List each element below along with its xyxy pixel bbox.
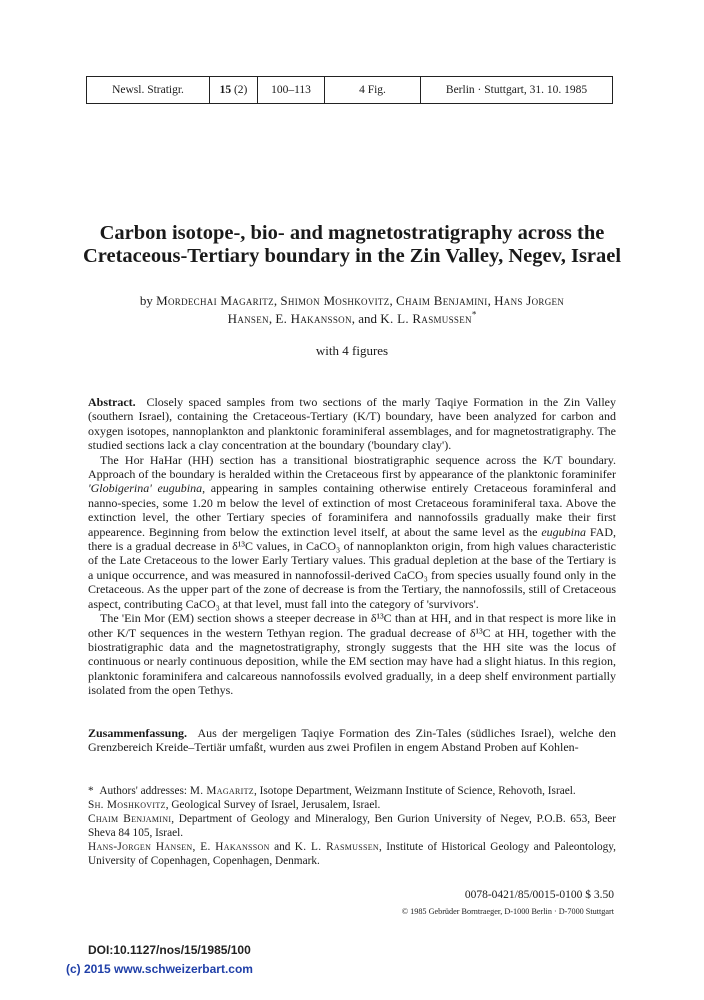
author-list: by Mordechai Magaritz, Shimon Moshkovitz, Chaim Benjamini, Hans Jorgen Hansen, E. Hakansson, and K. L. Rasmussen*: [139, 293, 565, 326]
footnote-4-text: , Institute of Historical Geology and Paleontology, University of Copenhagen, Copenhagen, Denmark.: [88, 841, 616, 867]
title-line-2: Cretaceous-Tertiary boundary in the Zin Valley, Negev, Israel: [82, 245, 622, 267]
place-date: Berlin · Stuttgart, 31. 10. 1985: [445, 84, 588, 96]
zusammenfassung-label: Zusammenfassung.: [88, 726, 188, 740]
abstract-p2-text-a: The Hor HaHar (HH) section has a transitional biostratigraphic sequence across the K/T boundary. Approach of the boundary is heralded within the Cretaceous first by appearance of the planktonic foraminifer: [88, 452, 616, 482]
footnote-3-text: , Department of Geology and Mineralogy, Ben Gurion University of Negev, P.O.B. 653, Beer Sheva 84 105, Israel.: [88, 813, 616, 839]
figure-count: 4 Fig.: [325, 77, 421, 103]
zusammenfassung-text: Aus der mergeligen Taqiye Formation des Zin-Tales (südliches Israel), welche den Grenzbereich Kreide–Tertiär umfaßt, wurden aus zwei Profilen in engem Abstand Proben auf Kohlen-: [88, 726, 616, 755]
footnote-4-name2: K. L. Rasmussen: [294, 841, 379, 853]
issn-price: 0078-0421/85/0015-0100 $ 3.50: [464, 889, 614, 901]
footnote-4-names: Hans-Jorgen Hansen, E. Hakansson: [88, 841, 270, 853]
abstract-p1-text: Closely spaced samples from two sections of the marly Taqiye Formation in the Zin Valley (southern Israel), containing the Cretaceous-Tertiary (K/T) boundary, have been analyzed for carbon and oxygen isotopes, nannoplankton and planktonic foraminiferal assemblages, and for magnetostratigraphy. The studied sections lack a clay concentration at the boundary ('boundary clay').: [88, 395, 616, 453]
taxon-name: 'Globigerina' eugubina: [88, 481, 203, 496]
footnote-2-text: , Geological Survey of Israel, Jerusalem, Israel.: [165, 799, 381, 811]
author-4-first: Hans Jorgen: [494, 293, 565, 308]
footnote-3-name: Chaim Benjamini: [88, 813, 172, 825]
author-4-last: Hansen: [227, 311, 269, 326]
abstract-label: Abstract.: [88, 395, 136, 409]
by-label: by: [139, 293, 153, 308]
source-credit-link[interactable]: (c) 2015 www.schweizerbart.com: [66, 962, 253, 976]
author-3: Chaim Benjamini: [396, 293, 488, 308]
footnote-3: [88, 812, 616, 840]
volume-issue: [210, 77, 258, 103]
journal-header-box: [86, 76, 613, 104]
journal-name: Newsl. Stratigr.: [87, 77, 210, 103]
footnote-1: [88, 784, 616, 798]
abstract-p2-text-c: FAD, there is a gradual decrease in δ¹³C values, in CaCO₃ of nannoplankton origin, from high values characteristic of the Late Cretaceous to the lower Early Tertiary values. This gradual depletion at the base of the Tertiary is a unique occurrence, and was measured in nannofossil-derived CaCO₃ from species usually found only in the Cretaceous. As the upper part of the zone of decrease is from the Tertiary, the nannofossils, still of Cretaceous aspect, contributing CaCO₃ at that level, must fall into the category of 'survivors'.: [88, 524, 616, 611]
footnote-4: [88, 840, 616, 868]
abstract-p2-text-b: , appearing in samples containing otherwise entirely Cretaceous foraminferal and nanno-species, some 1.20 m below the level of extinction of most Cretaceous foraminiferal taxa. Above the extinction level, the other Tertiary species of foraminifera and nannofossils gradually make their first appearence. Beginning from below the extinction level itself, at about the same level as the: [88, 481, 616, 539]
author-5: E. Hakansson: [275, 311, 352, 326]
author-6: K. L. Rasmussen: [380, 311, 472, 326]
volume-number: 15: [219, 84, 232, 96]
title-line-1: Carbon isotope-, bio- and magnetostratigraphy across the: [99, 222, 605, 244]
zusammenfassung-section: [88, 726, 616, 755]
footnote-4-and: and: [269, 841, 295, 853]
footnote-marker: *: [471, 309, 477, 320]
doi-line[interactable]: DOI:10.1127/nos/15/1985/100: [88, 943, 251, 957]
author-1: Mordechai Magaritz: [156, 293, 274, 308]
page-range: 100–113: [258, 77, 325, 103]
footnote-star: *: [88, 785, 94, 797]
abstract-paragraph-2: [88, 453, 616, 611]
abstract-paragraph-1: [88, 395, 616, 453]
author-2: Shimon Moshkovitz: [280, 293, 390, 308]
abstract-paragraph-3: The 'Ein Mor (EM) section shows a steeper decrease in δ¹³C than at HH, and in that respect is more like in other K/T sequences in the western Tethyan region. The gradual decrease of δ¹³C at HH, together with the biostratigraphic data and the magnetostratigraphy, strongly suggests that the HH site was the locus of continuous or nearly continuous deposition, while the EM section may have had a slight hiatus. In this region, planktonic foraminifera and calcareous nannofossils evolved gradually, in a deep shelf environment partially isolated from the open Tethys.: [88, 611, 616, 698]
issue-number: (2): [233, 84, 248, 96]
footnote-2: [88, 798, 616, 812]
paper-title: [60, 222, 644, 268]
footnote-1-name: M. Magaritz: [189, 785, 254, 797]
copyright-line: © 1985 Gebrüder Borntraeger, D-1000 Berlin · D-7000 Stuttgart: [401, 907, 614, 916]
taxon-name-2: eugubina: [541, 524, 586, 539]
footnote-2-name: Sh. Moshkovitz: [88, 799, 166, 811]
abstract-section: [88, 395, 616, 698]
footnote-1-text: , Isotope Department, Weizmann Institute of Science, Rehovoth, Israel.: [254, 785, 576, 797]
and-label: and: [358, 311, 378, 326]
author-addresses: [88, 784, 616, 868]
figures-note: with 4 figures: [315, 343, 389, 358]
footnote-1-prefix: Authors' addresses:: [99, 785, 188, 797]
